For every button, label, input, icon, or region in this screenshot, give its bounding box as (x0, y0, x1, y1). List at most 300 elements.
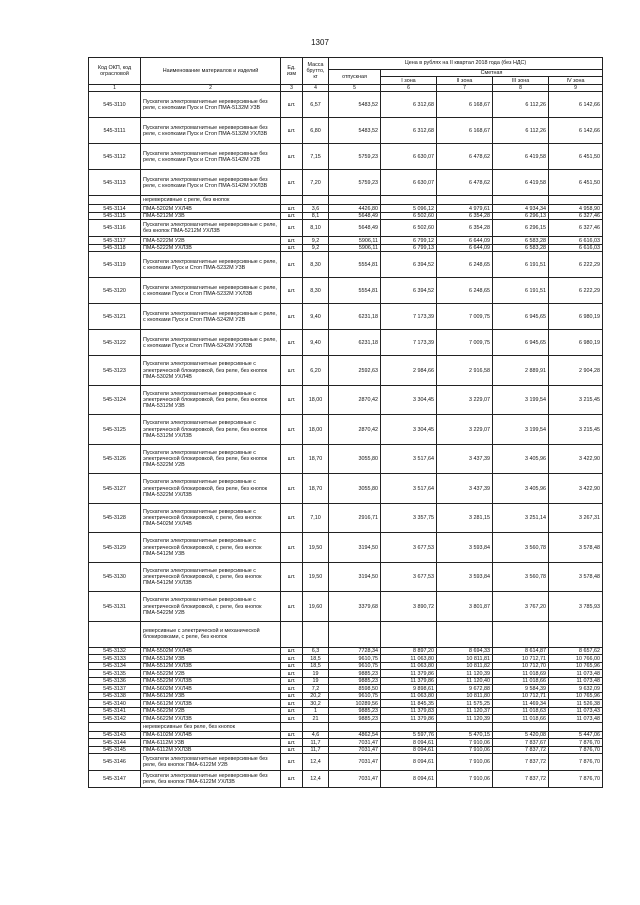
cell-zone4-price: 3 215,45 (549, 385, 603, 415)
cell-zone3-price: 7 837,72 (493, 771, 549, 788)
table-row (89, 474, 603, 504)
cell-release-price: 4862,54 (329, 731, 381, 739)
empty-cell (549, 196, 603, 205)
cell-mass: 7,15 (303, 144, 329, 170)
column-index: 2 (141, 85, 281, 92)
cell-zone2-price: 6 354,28 (437, 220, 493, 237)
cell-zone3-price: 7 837,72 (493, 746, 549, 754)
cell-release-price: 5554,81 (329, 252, 381, 278)
cell-zone3-price: 3 199,54 (493, 415, 549, 445)
empty-cell (329, 722, 381, 731)
cell-zone2-price: 7 910,06 (437, 746, 493, 754)
cell-mass: 1 (303, 707, 329, 715)
cell-zone4-price: 6 327,46 (549, 212, 603, 220)
cell-name: ПМА-5212М У3В (141, 212, 281, 220)
cell-unit: шт. (281, 647, 303, 655)
cell-release-price: 10289,56 (329, 700, 381, 708)
cell-mass: 18,70 (303, 444, 329, 474)
cell-code: 545-3136 (89, 677, 141, 685)
cell-unit: шт. (281, 715, 303, 723)
table-row (89, 700, 603, 708)
cell-code: 545-3141 (89, 707, 141, 715)
cell-zone1-price: 8 094,61 (381, 739, 437, 747)
cell-release-price: 9610,75 (329, 692, 381, 700)
empty-cell (381, 722, 437, 731)
cell-mass: 8,1 (303, 212, 329, 220)
cell-name: Пускатели электромагнитные нереверсивные с реле, с кнопками Пуск и Стоп ПМА-5242М У2В (141, 304, 281, 330)
cell-zone2-price: 3 229,07 (437, 385, 493, 415)
table-row (89, 754, 603, 771)
table-row (89, 220, 603, 237)
cell-unit: шт. (281, 330, 303, 356)
table-row (89, 205, 603, 213)
column-index: 5 (329, 85, 381, 92)
cell-zone3-price: 11 018,66 (493, 677, 549, 685)
cell-unit: шт. (281, 670, 303, 678)
cell-release-price: 2592,63 (329, 356, 381, 386)
cell-zone3-price: 6 112,26 (493, 118, 549, 144)
cell-name: ПМА-5512М У3В (141, 655, 281, 663)
cell-zone2-price: 7 910,06 (437, 754, 493, 771)
table-row (89, 739, 603, 747)
cell-release-price: 3194,50 (329, 562, 381, 592)
table-row (89, 144, 603, 170)
cell-zone2-price: 2 916,58 (437, 356, 493, 386)
cell-zone1-price: 6 312,68 (381, 118, 437, 144)
cell-zone4-price: 3 422,90 (549, 444, 603, 474)
table-row (89, 356, 603, 386)
cell-name: ПМА-6112М УХЛ3В (141, 746, 281, 754)
cell-code: 545-3131 (89, 592, 141, 622)
cell-code: 545-3140 (89, 700, 141, 708)
cell-zone4-price: 10 765,96 (549, 692, 603, 700)
cell-zone2-price: 11 120,37 (437, 707, 493, 715)
cell-unit: шт. (281, 244, 303, 252)
cell-release-price: 5554,81 (329, 278, 381, 304)
cell-zone3-price: 7 837,67 (493, 739, 549, 747)
cell-mass: 6,3 (303, 647, 329, 655)
cell-zone1-price: 6 312,68 (381, 92, 437, 118)
cell-mass: 18,5 (303, 655, 329, 663)
table-row (89, 118, 603, 144)
cell-unit: шт. (281, 562, 303, 592)
cell-unit: шт. (281, 592, 303, 622)
column-index: 4 (303, 85, 329, 92)
cell-name: Пускатели электромагнитные нереверсивные без реле, без кнопок ПМА-6122М У2В (141, 754, 281, 771)
cell-unit: шт. (281, 731, 303, 739)
cell-zone2-price: 7 009,75 (437, 304, 493, 330)
table-header (89, 58, 603, 92)
cell-code: 545-3130 (89, 562, 141, 592)
cell-zone1-price: 3 304,45 (381, 385, 437, 415)
cell-code: 545-3132 (89, 647, 141, 655)
cell-name: ПМА-5222М УХЛ3В (141, 244, 281, 252)
cell-zone4-price: 11 073,48 (549, 715, 603, 723)
cell-zone3-price: 3 767,20 (493, 592, 549, 622)
table-row (89, 92, 603, 118)
cell-zone1-price: 8 897,20 (381, 647, 437, 655)
cell-name: Пускатели электромагнитные нереверсивные без реле, с кнопками Пуск и Стоп ПМА-5132М УХЛ3В (141, 118, 281, 144)
cell-unit: шт. (281, 304, 303, 330)
cell-zone4-price: 6 451,50 (549, 170, 603, 196)
cell-zone3-price: 6 583,28 (493, 244, 549, 252)
empty-cell (281, 621, 303, 647)
cell-code: 545-3143 (89, 731, 141, 739)
cell-zone3-price: 2 889,91 (493, 356, 549, 386)
table-row (89, 330, 603, 356)
cell-zone1-price: 6 394,52 (381, 278, 437, 304)
cell-release-price: 7728,34 (329, 647, 381, 655)
cell-name: ПМА-5612М УХЛ3В (141, 700, 281, 708)
cell-zone2-price: 10 811,80 (437, 692, 493, 700)
cell-unit: шт. (281, 655, 303, 663)
cell-name: Пускатели электромагнитные реверсивные с электрической блокировкой, с реле, без кнопок ПМА-5422М У2В (141, 592, 281, 622)
table-row (89, 771, 603, 788)
cell-zone3-price: 6 419,58 (493, 170, 549, 196)
page-number: 1307 (311, 38, 329, 47)
cell-zone2-price: 3 281,15 (437, 503, 493, 533)
cell-zone3-price: 5 420,08 (493, 731, 549, 739)
cell-zone4-price: 3 578,48 (549, 533, 603, 563)
cell-mass: 7,20 (303, 170, 329, 196)
cell-unit: шт. (281, 356, 303, 386)
table-row (89, 533, 603, 563)
cell-mass: 11,7 (303, 739, 329, 747)
cell-code: 545-3127 (89, 474, 141, 504)
cell-zone4-price: 3 267,31 (549, 503, 603, 533)
cell-zone1-price: 11 063,80 (381, 655, 437, 663)
cell-zone1-price: 9 898,61 (381, 685, 437, 693)
cell-name: Пускатели электромагнитные реверсивные с электрической блокировкой, без реле, без кнопок ПМА-5312М У3В (141, 385, 281, 415)
cell-mass: 21 (303, 715, 329, 723)
cell-release-price: 2870,42 (329, 385, 381, 415)
empty-cell (329, 621, 381, 647)
cell-mass: 8,10 (303, 220, 329, 237)
cell-zone1-price: 2 984,66 (381, 356, 437, 386)
cell-code: 545-3147 (89, 771, 141, 788)
cell-zone4-price: 3 578,48 (549, 562, 603, 592)
cell-code: 545-3138 (89, 692, 141, 700)
cell-zone4-price: 11 073,48 (549, 670, 603, 678)
cell-code: 545-3112 (89, 144, 141, 170)
cell-zone2-price: 3 437,39 (437, 474, 493, 504)
cell-zone1-price: 11 063,80 (381, 662, 437, 670)
cell-zone1-price: 6 630,07 (381, 170, 437, 196)
cell-zone2-price: 6 644,09 (437, 244, 493, 252)
cell-code: 545-3128 (89, 503, 141, 533)
cell-release-price: 5648,49 (329, 220, 381, 237)
cell-name: ПМА-5222М У2В (141, 237, 281, 245)
empty-cell (303, 722, 329, 731)
header-code: Код ОКП, код ограсловой (89, 58, 141, 85)
cell-zone4-price: 6 327,46 (549, 220, 603, 237)
cell-zone1-price: 3 890,72 (381, 592, 437, 622)
cell-zone1-price: 7 173,39 (381, 304, 437, 330)
column-index-row (89, 85, 603, 92)
cell-code: 545-3144 (89, 739, 141, 747)
cell-name: ПМА-5622М УХЛ3В (141, 715, 281, 723)
cell-code: 545-3114 (89, 205, 141, 213)
cell-zone3-price: 7 837,72 (493, 754, 549, 771)
cell-unit: шт. (281, 205, 303, 213)
cell-zone2-price: 11 120,39 (437, 715, 493, 723)
cell-zone1-price: 11 379,86 (381, 715, 437, 723)
cell-zone3-price: 6 112,26 (493, 92, 549, 118)
cell-unit: шт. (281, 746, 303, 754)
cell-release-price: 5483,52 (329, 92, 381, 118)
cell-zone3-price: 6 191,51 (493, 252, 549, 278)
header-zone4: IV зона (549, 77, 603, 85)
cell-zone3-price: 3 560,78 (493, 533, 549, 563)
cell-zone2-price: 9 672,88 (437, 685, 493, 693)
price-table (88, 57, 603, 788)
cell-name: Пускатели электромагнитные нереверсивные с реле, с кнопками Пуск и Стоп ПМА-5232М У3В (141, 252, 281, 278)
cell-zone4-price: 6 980,19 (549, 304, 603, 330)
cell-code: 545-3135 (89, 670, 141, 678)
cell-zone4-price: 11 073,48 (549, 677, 603, 685)
cell-zone1-price: 6 799,12 (381, 237, 437, 245)
cell-code: 545-3120 (89, 278, 141, 304)
cell-code: 545-3122 (89, 330, 141, 356)
cell-release-price: 5906,11 (329, 237, 381, 245)
cell-zone1-price: 3 517,64 (381, 444, 437, 474)
cell-name: Пускатели электромагнитные реверсивные с электрической блокировкой, с реле, без кнопок ПМА-5402М УХЛ4В (141, 503, 281, 533)
cell-zone2-price: 6 478,62 (437, 144, 493, 170)
section-row (89, 196, 603, 205)
cell-mass: 6,57 (303, 92, 329, 118)
cell-zone1-price: 3 357,75 (381, 503, 437, 533)
cell-zone1-price: 5 096,12 (381, 205, 437, 213)
cell-zone3-price: 10 712,71 (493, 692, 549, 700)
cell-unit: шт. (281, 685, 303, 693)
header-release: отпускная (329, 70, 381, 85)
cell-zone3-price: 3 199,54 (493, 385, 549, 415)
header-name: Наименование материалов и изделий (141, 58, 281, 85)
cell-name: Пускатели электромагнитные реверсивные с электрической блокировкой, без реле, без кнопок ПМА-5302М УХЛ4В (141, 356, 281, 386)
cell-unit: шт. (281, 415, 303, 445)
empty-cell (549, 722, 603, 731)
cell-zone4-price: 6 222,29 (549, 252, 603, 278)
table-row (89, 237, 603, 245)
cell-zone1-price: 3 677,53 (381, 533, 437, 563)
cell-name: Пускатели электромагнитные нереверсивные без реле, с кнопками Пуск и Стоп ПМА-5142М УХЛ3В (141, 170, 281, 196)
empty-cell (89, 722, 141, 731)
cell-mass: 12,4 (303, 771, 329, 788)
cell-zone4-price: 5 447,06 (549, 731, 603, 739)
header-zone1: I зона (381, 77, 437, 85)
cell-zone1-price: 3 677,53 (381, 562, 437, 592)
cell-mass: 19 (303, 677, 329, 685)
cell-mass: 6,80 (303, 118, 329, 144)
cell-zone2-price: 3 593,84 (437, 562, 493, 592)
cell-mass: 9,40 (303, 330, 329, 356)
cell-unit: шт. (281, 92, 303, 118)
cell-mass: 3,6 (303, 205, 329, 213)
cell-code: 545-3137 (89, 685, 141, 693)
header-estimate: Сметная (381, 70, 603, 77)
table-row (89, 252, 603, 278)
cell-code: 545-3134 (89, 662, 141, 670)
cell-mass: 9,40 (303, 304, 329, 330)
empty-cell (437, 196, 493, 205)
cell-release-price: 7031,47 (329, 754, 381, 771)
cell-release-price: 2870,42 (329, 415, 381, 445)
cell-name: ПМА-5202М УХЛ4В (141, 205, 281, 213)
cell-code: 545-3111 (89, 118, 141, 144)
cell-release-price: 6231,18 (329, 330, 381, 356)
cell-release-price: 5759,23 (329, 144, 381, 170)
cell-name: Пускатели электромагнитные реверсивные с электрической блокировкой, с реле, без кнопок ПМА-5412М УХЛ3В (141, 562, 281, 592)
cell-zone2-price: 6 248,65 (437, 278, 493, 304)
cell-zone1-price: 6 799,13 (381, 244, 437, 252)
cell-zone4-price: 10 766,00 (549, 655, 603, 663)
table-row (89, 212, 603, 220)
table-row (89, 592, 603, 622)
cell-name: Пускатели электромагнитные нереверсивные без реле, без кнопок ПМА-6122М УХЛ3В (141, 771, 281, 788)
cell-zone3-price: 10 712,70 (493, 662, 549, 670)
cell-name: Пускатели электромагнитные реверсивные с электрической блокировкой, с реле, без кнопок ПМА-5412М У3В (141, 533, 281, 563)
cell-name: Пускатели электромагнитные нереверсивные без реле, с кнопками Пуск и Стоп ПМА-5142М У2В (141, 144, 281, 170)
section-title: нереверсивные без реле, без кнопок (141, 722, 281, 731)
cell-mass: 18,5 (303, 662, 329, 670)
cell-zone3-price: 11 469,34 (493, 700, 549, 708)
section-title: реверсивные с электрической и механической блокировками, с реле, без кнопок (141, 621, 281, 647)
cell-zone4-price: 7 876,70 (549, 746, 603, 754)
cell-zone2-price: 11 120,40 (437, 677, 493, 685)
cell-code: 545-3119 (89, 252, 141, 278)
cell-code: 545-3145 (89, 746, 141, 754)
cell-name: Пускатели электромагнитные реверсивные с электрической блокировкой, без реле, без кнопок ПМА-5322М УХЛ3В (141, 474, 281, 504)
cell-zone3-price: 6 296,15 (493, 220, 549, 237)
cell-zone3-price: 11 018,69 (493, 670, 549, 678)
cell-zone4-price: 6 142,66 (549, 118, 603, 144)
cell-zone4-price: 6 616,03 (549, 244, 603, 252)
cell-zone2-price: 11 575,25 (437, 700, 493, 708)
section-title: нереверсивные с реле, без кнопок (141, 196, 281, 205)
header-mass: Масса брутто, кг (303, 58, 329, 85)
cell-release-price: 5648,49 (329, 212, 381, 220)
column-index: 8 (493, 85, 549, 92)
cell-zone2-price: 6 168,67 (437, 118, 493, 144)
cell-unit: шт. (281, 444, 303, 474)
cell-zone2-price: 4 979,61 (437, 205, 493, 213)
cell-code: 545-3115 (89, 212, 141, 220)
cell-unit: шт. (281, 692, 303, 700)
cell-zone3-price: 6 945,65 (493, 304, 549, 330)
cell-unit: шт. (281, 739, 303, 747)
cell-zone4-price: 6 142,66 (549, 92, 603, 118)
cell-unit: шт. (281, 212, 303, 220)
table-row (89, 655, 603, 663)
cell-unit: шт. (281, 220, 303, 237)
cell-zone2-price: 3 801,87 (437, 592, 493, 622)
cell-zone1-price: 8 094,61 (381, 771, 437, 788)
cell-zone3-price: 6 945,65 (493, 330, 549, 356)
cell-mass: 18,00 (303, 415, 329, 445)
table-row (89, 278, 603, 304)
table-row (89, 170, 603, 196)
column-index: 3 (281, 85, 303, 92)
cell-name: Пускатели электромагнитные нереверсивные с реле, с кнопками Пуск и Стоп ПМА-5232М УХЛ3В (141, 278, 281, 304)
cell-release-price: 9885,23 (329, 670, 381, 678)
cell-zone2-price: 7 910,06 (437, 771, 493, 788)
cell-mass: 8,30 (303, 252, 329, 278)
cell-release-price: 9885,23 (329, 715, 381, 723)
empty-cell (89, 196, 141, 205)
cell-zone1-price: 3 517,64 (381, 474, 437, 504)
cell-zone2-price: 6 478,62 (437, 170, 493, 196)
cell-name: ПМА-5522М У2В (141, 670, 281, 678)
cell-release-price: 2916,71 (329, 503, 381, 533)
cell-mass: 18,00 (303, 385, 329, 415)
cell-release-price: 7031,47 (329, 739, 381, 747)
cell-release-price: 3194,50 (329, 533, 381, 563)
cell-release-price: 5483,52 (329, 118, 381, 144)
cell-zone1-price: 11 379,86 (381, 677, 437, 685)
cell-zone2-price: 3 437,39 (437, 444, 493, 474)
cell-zone4-price: 3 785,93 (549, 592, 603, 622)
cell-zone2-price: 3 229,07 (437, 415, 493, 445)
cell-mass: 19,60 (303, 592, 329, 622)
cell-zone1-price: 3 304,45 (381, 415, 437, 445)
cell-zone2-price: 10 811,82 (437, 662, 493, 670)
cell-zone4-price: 3 422,90 (549, 474, 603, 504)
cell-zone2-price: 7 910,06 (437, 739, 493, 747)
cell-release-price: 7031,47 (329, 771, 381, 788)
cell-release-price: 3379,68 (329, 592, 381, 622)
column-index: 1 (89, 85, 141, 92)
cell-code: 545-3116 (89, 220, 141, 237)
cell-mass: 18,70 (303, 474, 329, 504)
cell-unit: шт. (281, 474, 303, 504)
cell-zone3-price: 3 560,78 (493, 562, 549, 592)
cell-code: 545-3133 (89, 655, 141, 663)
cell-zone3-price: 6 191,51 (493, 278, 549, 304)
section-row (89, 621, 603, 647)
cell-release-price: 3055,80 (329, 474, 381, 504)
cell-zone1-price: 8 094,61 (381, 746, 437, 754)
cell-unit: шт. (281, 771, 303, 788)
cell-zone1-price: 11 063,80 (381, 692, 437, 700)
table-row (89, 415, 603, 445)
cell-code: 545-3126 (89, 444, 141, 474)
cell-zone3-price: 6 583,28 (493, 237, 549, 245)
cell-zone3-price: 8 614,87 (493, 647, 549, 655)
cell-code: 545-3124 (89, 385, 141, 415)
cell-code: 545-3110 (89, 92, 141, 118)
cell-code: 545-3146 (89, 754, 141, 771)
cell-unit: шт. (281, 144, 303, 170)
cell-release-price: 9885,23 (329, 707, 381, 715)
cell-zone1-price: 6 502,60 (381, 220, 437, 237)
cell-unit: шт. (281, 533, 303, 563)
cell-release-price: 9610,75 (329, 662, 381, 670)
cell-zone1-price: 5 597,76 (381, 731, 437, 739)
cell-unit: шт. (281, 707, 303, 715)
empty-cell (303, 196, 329, 205)
cell-unit: шт. (281, 278, 303, 304)
cell-release-price: 5759,23 (329, 170, 381, 196)
cell-name: Пускатели электромагнитные реверсивные с электрической блокировкой, без реле, без кнопок ПМА-5312М УХЛ3В (141, 415, 281, 445)
cell-code: 545-3118 (89, 244, 141, 252)
empty-cell (381, 621, 437, 647)
column-index: 7 (437, 85, 493, 92)
cell-unit: шт. (281, 170, 303, 196)
cell-zone4-price: 3 215,45 (549, 415, 603, 445)
cell-release-price: 3055,80 (329, 444, 381, 474)
cell-zone3-price: 11 018,63 (493, 707, 549, 715)
table-row (89, 444, 603, 474)
